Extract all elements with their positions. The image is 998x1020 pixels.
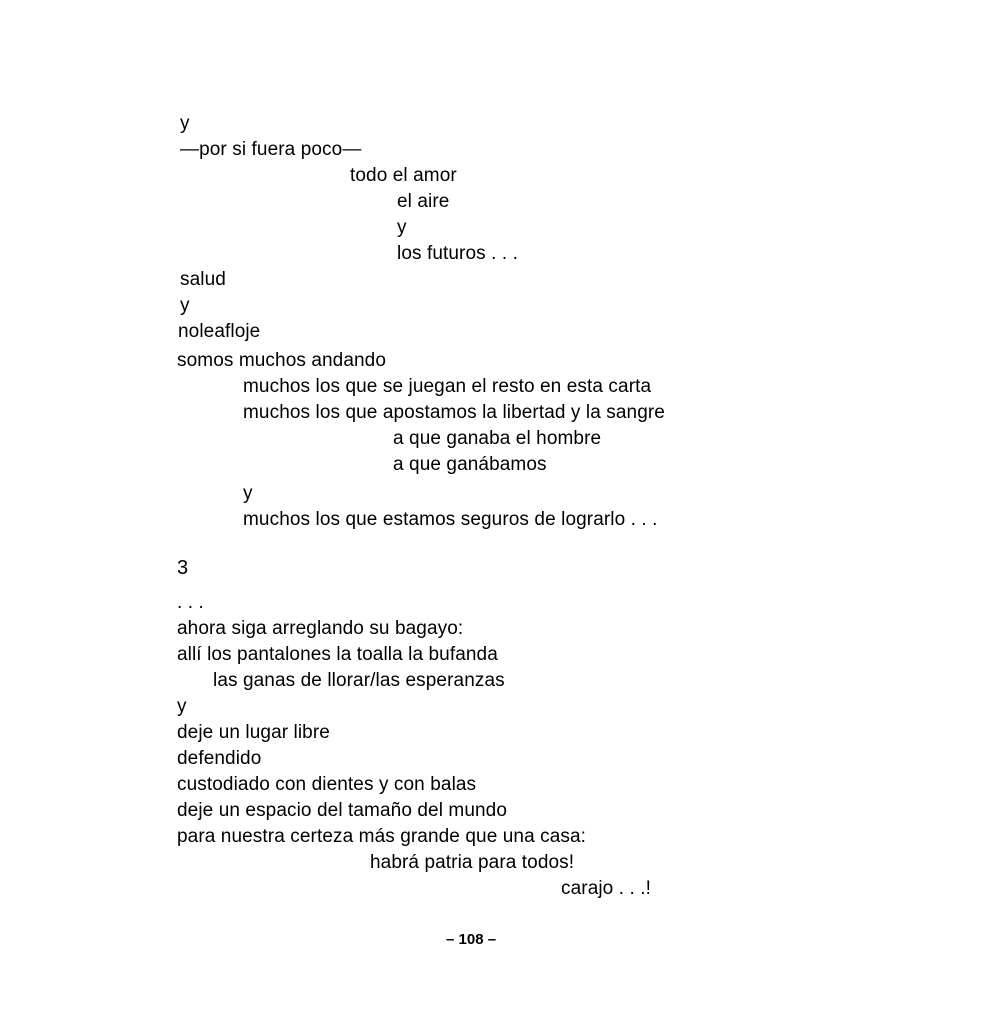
poem-line: ahora siga arreglando su bagayo: <box>177 618 464 639</box>
poem-line: deje un espacio del tamaño del mundo <box>177 800 507 821</box>
poem-line: somos muchos andando <box>177 350 387 371</box>
poem-line: y <box>397 217 407 238</box>
poem-line: y <box>177 696 187 717</box>
poem-line: defendido <box>177 748 262 769</box>
poem-line: allí los pantalones la toalla la bufanda <box>177 644 498 665</box>
poem-line: a que ganaba el hombre <box>393 428 602 449</box>
poem-line: las ganas de llorar/las esperanzas <box>213 670 505 691</box>
poem-line: . . . <box>177 592 204 613</box>
poem-line: el aire <box>397 191 450 212</box>
poem-line: todo el amor <box>350 165 457 186</box>
poem-line: y <box>180 113 190 134</box>
poem-line: carajo . . .! <box>561 878 652 899</box>
poem-line: muchos los que se juegan el resto en esta carta <box>243 376 652 397</box>
poem-line: los futuros . . . <box>397 243 519 264</box>
poem-line: —por si fuera poco— <box>180 139 362 160</box>
poem-line: deje un lugar libre <box>177 722 330 743</box>
page-number: – 108 – <box>446 931 497 948</box>
poem-line: y <box>243 483 253 504</box>
section-number: 3 <box>177 557 189 579</box>
poem-line: a que ganábamos <box>393 454 547 475</box>
poem-line: muchos los que estamos seguros de lograrlo . . . <box>243 509 658 530</box>
poem-line: habrá patria para todos! <box>370 852 575 873</box>
poem-line: custodiado con dientes y con balas <box>177 774 477 795</box>
poem-line: muchos los que apostamos la libertad y la sangre <box>243 402 665 423</box>
poem-line: y <box>180 295 190 316</box>
poem-line: noleafloje <box>178 321 261 342</box>
poem-line: salud <box>180 269 226 290</box>
poem-line: para nuestra certeza más grande que una casa: <box>177 826 587 847</box>
